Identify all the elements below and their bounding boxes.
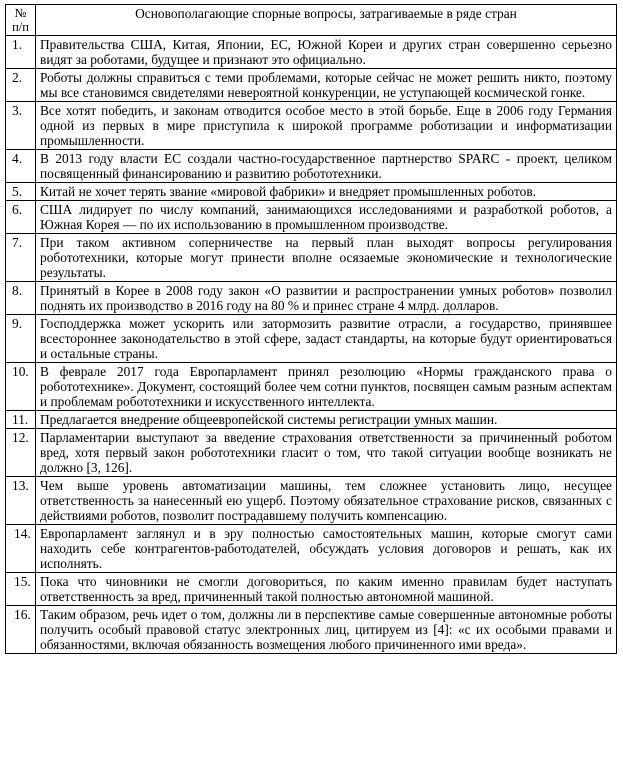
number-header-line2: п/п [12,20,29,34]
number-header-line1: № [14,6,27,20]
row-number: 12. [6,429,36,477]
row-number: 14. [6,525,36,573]
row-number: 1. [6,36,36,69]
table-row [6,429,617,477]
row-text: Европарламент заглянул и в эру полностью самостоятельных машин, которые смогут сами находить себе контрагентов-работодателей, обсуждать условия договоров и решать, как их исполнять. [36,525,617,573]
table-row [6,315,617,363]
table-row [6,234,617,282]
row-number: 10. [6,363,36,411]
row-number: 7. [6,234,36,282]
table-row [6,411,617,429]
row-number: 3. [6,102,36,150]
row-number: 11. [6,411,36,429]
table-row [6,573,617,606]
row-number: 8. [6,282,36,315]
row-text: Парламентарии выступают за введение страхования ответственности за причиненный роботом вред, хотя первый закон робототехники гласит о том, что такой ситуации вообще возникать не должно [3, 126]. [36,429,617,477]
row-text: Роботы должны справиться с теми проблемами, которые сейчас не может решить никто, поэтому мы все становимся свидетелями невероятной конкуренции, не уступающей космической гонке. [36,69,617,102]
row-number: 9. [6,315,36,363]
disputes-table [5,4,617,654]
row-text: В 2013 году власти ЕС создали частно-государственное партнерство SPARC - проект, целиком посвященный финансированию и развитию робототехники. [36,150,617,183]
table-row [6,150,617,183]
document [5,4,617,654]
row-text: Чем выше уровень автоматизации машины, тем сложнее установить лицо, несущее ответственность за нанесенный ею ущерб. Поэтому обязательное страхование рисков, связанных с действиями роботов, позволит пострадавшему получить компенсацию. [36,477,617,525]
row-text: Все хотят победить, и законам отводится особое место в этой борьбе. Еще в 2006 году Германия одной из первых в мире приступила к широкой программе роботизации и информатизации промышленности. [36,102,617,150]
row-text: Принятый в Корее в 2008 году закон «О развитии и распространении умных роботов» позволил поднять их производство в 2016 году на 80 % и принес стране 4 млрд. долларов. [36,282,617,315]
table-row [6,606,617,654]
row-text: Таким образом, речь идет о том, должны ли в перспективе самые совершенные автономные роботы получить особый правовой статус электронных лиц, цитируем из [4]: «с их особыми правами и обязанностями, включая обязанность возмещения любого причиненного ими вреда». [36,606,617,654]
table-row [6,282,617,315]
row-text: США лидирует по числу компаний, занимающихся исследованиями и разработкой роботов, а Южная Корея — по их использованию в промышленном производстве. [36,201,617,234]
issues-column-header: Основополагающие спорные вопросы, затрагиваемые в ряде стран [36,5,617,36]
row-text: Господдержка может ускорить или затормозить развитие отрасли, а государство, принявшее всестороннее законодательство в этой сфере, задаст стандарты, на которые будут ориентироваться и остальные страны. [36,315,617,363]
row-text: Пока что чиновники не смогли договориться, по каким именно правилам будет наступать ответственность за вред, причиненный такой полностью автономной машиной. [36,573,617,606]
table-row [6,525,617,573]
row-number: 15. [6,573,36,606]
table-row [6,363,617,411]
table-row [6,36,617,69]
row-text: Правительства США, Китая, Японии, ЕС, Южной Кореи и других стран совершенно серьезно видят за роботами, будущее и признают это официально. [36,36,617,69]
table-row [6,477,617,525]
row-text: Китай не хочет терять звание «мировой фабрики» и внедряет промышленных роботов. [36,183,617,201]
row-number: 2. [6,69,36,102]
table-body [6,36,617,654]
row-text: Предлагается внедрение общеевропейской системы регистрации умных машин. [36,411,617,429]
table-row [6,183,617,201]
table-row [6,201,617,234]
row-text: В феврале 2017 года Европарламент принял резолюцию «Нормы гражданского права о робототехнике». Документ, состоящий более чем сотни пунктов, посвящен самым разным аспектам и проблемам робототехники и искусственного интеллекта. [36,363,617,411]
row-number: 13. [6,477,36,525]
row-number: 5. [6,183,36,201]
row-number: 6. [6,201,36,234]
number-column-header [6,5,36,36]
row-number: 16. [6,606,36,654]
table-row [6,69,617,102]
table-header-row [6,5,617,36]
row-text: При таком активном соперничестве на первый план выходят вопросы регулирования робототехники, которые могут принести вполне осязаемые экономические и технологические результаты. [36,234,617,282]
row-number: 4. [6,150,36,183]
table-row [6,102,617,150]
